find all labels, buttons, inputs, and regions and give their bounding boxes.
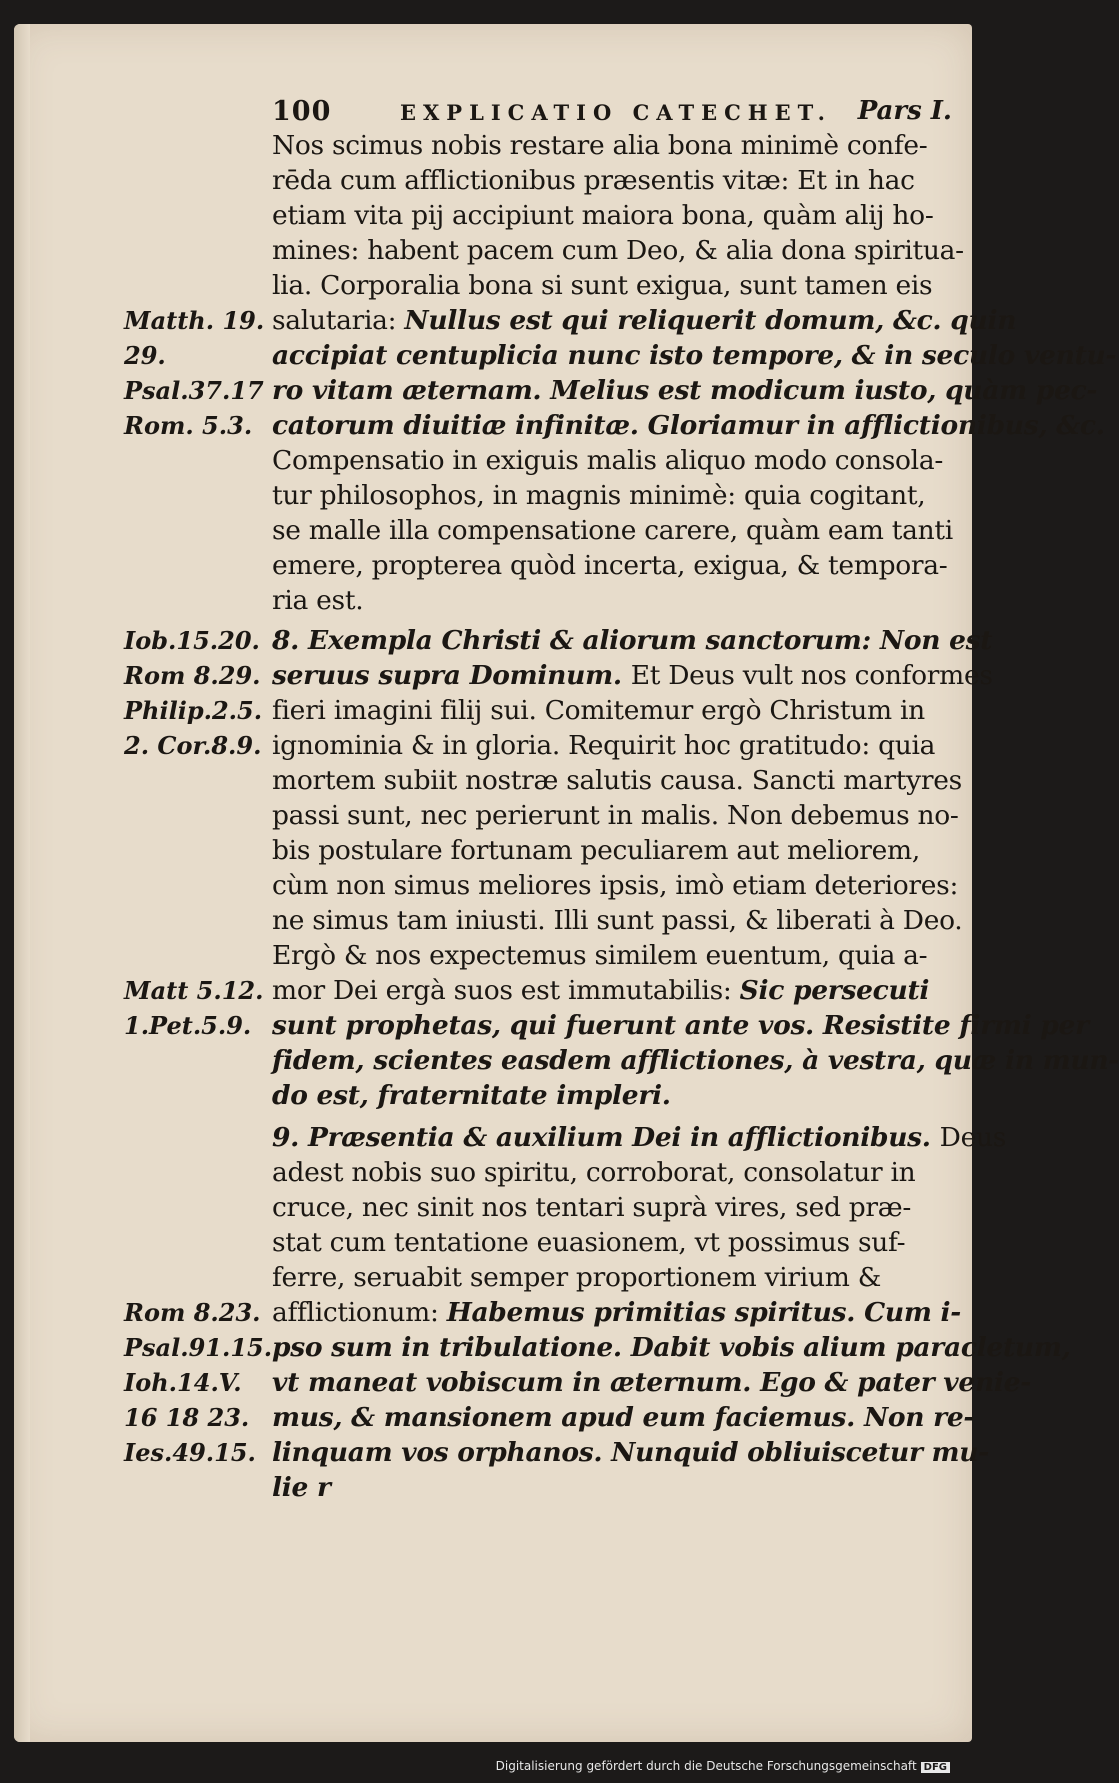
italic-quotation: linquam vos orphanos. Nunquid obliuiscetur mu- [272,1437,989,1468]
text-segment: Et Deus vult nos conformes [630,660,993,691]
text-line [272,1470,953,1505]
text-line: Nos scimus nobis restare alia bona minimè confe- [272,130,928,161]
scripture-reference: Rom 8.23. [124,1298,261,1327]
scripture-reference: Philip.2.5. [124,696,263,725]
italic-quotation: Nullus est qui reliquerit domum, &c. quin [404,305,1017,336]
text-line: mines: habent pacem cum Deo, & alia dona spiritua- [272,235,964,266]
running-head [272,96,952,130]
text-segment: mor Dei ergà suos est immutabilis: [272,975,740,1006]
text-line [272,1330,1071,1365]
text-line: rēda cum afflictionibus præsentis vitæ: Et in hac [272,165,915,196]
text-line: adest nobis suo spiritu, corroborat, consolatur in [272,1157,916,1188]
italic-quotation: fidem, scientes easdem afflictiones, à vestra, quæ in mun- [272,1045,1119,1076]
text-line: cùm non simus meliores ipsis, imò etiam deteriores: [272,870,959,901]
text-line: fieri imagini filij sui. Comitemur ergò Christum in [272,695,925,726]
text-line: mortem subiit nostræ salutis causa. Sancti martyres [272,765,962,796]
italic-quotation: sunt prophetas, qui fuerunt ante vos. Resistite firmi per [272,1010,1089,1041]
text-line [272,1400,975,1435]
italic-quotation: do est, fraternitate impleri. [272,1080,671,1111]
scripture-reference: Rom 8.29. [124,661,261,690]
text-line [272,623,993,658]
text-line [272,1295,961,1330]
text-segment: afflictionum: [272,1297,447,1328]
text-line: se malle illa compensatione carere, quàm eam tanti [272,515,953,546]
scripture-reference: 16 18 23. [124,1403,250,1432]
text-line [272,1365,1031,1400]
text-line [272,1435,989,1470]
text-line: Compensatio in exiguis malis aliquo modo consola- [272,445,944,476]
digitization-credit [496,1759,950,1773]
italic-quotation: lie r [272,1472,331,1503]
text-line [272,658,993,693]
text-line: bis postulare fortunam peculiarem aut meliorem, [272,835,920,866]
italic-quotation: catorum diuitiæ infinitæ. Gloriamur in afflictionibus, &c. [272,410,1105,441]
scripture-reference: 1.Pet.5.9. [124,1011,252,1040]
scripture-reference: 2. Cor.8.9. [124,731,262,760]
italic-quotation: vt maneat vobiscum in æternum. Ego & pater venie- [272,1367,1031,1398]
text-line: cruce, nec sinit nos tentari suprà vires, sed præ- [272,1192,912,1223]
text-line: Ergò & nos expectemus similem euentum, quia a- [272,940,928,971]
italic-quotation: seruus supra Dominum. [272,660,631,691]
text-line: ferre, seruabit semper proportionem virium & [272,1262,881,1293]
page-number: 100 [272,96,332,127]
italic-quotation: pso sum in tribulatione. Dabit vobis alium paracletum, [272,1332,1071,1363]
text-line: lia. Corporalia bona si sunt exigua, sunt tamen eis [272,270,933,301]
italic-quotation: accipiat centuplicia nunc isto tempore, & in seculo ventu- [272,340,1117,371]
dfg-logo: DFG [921,1762,950,1773]
text-line [272,338,1117,373]
text-segment: Deus [939,1122,1007,1153]
text-line: stat cum tentatione euasionem, vt possimus suf- [272,1227,906,1258]
text-line: emere, propterea quòd incerta, exigua, & tempora- [272,550,948,581]
scripture-reference: Ioh.14.V. [124,1368,242,1397]
text-line: ignominia & in gloria. Requirit hoc gratitudo: quia [272,730,936,761]
scripture-reference: Iob.15.20. [124,626,260,655]
text-line: etiam vita pij accipiunt maiora bona, quàm alij ho- [272,200,934,231]
italic-quotation: 9. Præsentia & auxilium Dei in afflictionibus. [272,1122,940,1153]
text-line: tur philosophos, in magnis minimè: quia cogitant, [272,480,926,511]
text-line: passi sunt, nec perierunt in malis. Non debemus no- [272,800,959,831]
text-line [272,973,953,1008]
scripture-reference: Ies.49.15. [124,1438,256,1467]
scripture-reference: 29. [124,341,166,370]
text-line: ne simus tam iniusti. Illi sunt passi, & liberati à Deo. [272,905,963,936]
italic-quotation: Sic persecuti [739,975,930,1006]
text-line: ria est. [272,585,364,616]
text-line [272,1078,953,1113]
text-line [272,1043,1119,1078]
page-gutter-edge [14,24,30,1742]
text-line [272,408,1105,443]
scripture-reference: Psal.37.17 [124,376,264,405]
running-title: EXPLICATIO CATECHET. [400,100,832,125]
italic-quotation: Habemus primitias spiritus. Cum i- [446,1297,961,1328]
credit-text: Digitalisierung gefördert durch die Deutsche Forschungsgemeinschaft [495,1759,917,1773]
text-line [272,303,1017,338]
italic-quotation: ro vitam æternam. Melius est modicum iusto, quàm pec- [272,375,1098,406]
text-line [272,373,1098,408]
part-indicator: Pars I. [857,96,952,126]
text-line [272,1120,1007,1155]
scripture-reference: Matth. 19. [124,306,265,335]
scripture-reference: Psal.91.15. [124,1333,273,1362]
italic-quotation: 8. Exempla Christi & aliorum sanctorum: Non est [272,625,993,656]
text-segment: salutaria: [272,305,405,336]
text-line [272,1008,1089,1043]
italic-quotation: mus, & mansionem apud eum faciemus. Non re- [272,1402,975,1433]
scripture-reference: Matt 5.12. [124,976,264,1005]
scripture-reference: Rom. 5.3. [124,411,253,440]
